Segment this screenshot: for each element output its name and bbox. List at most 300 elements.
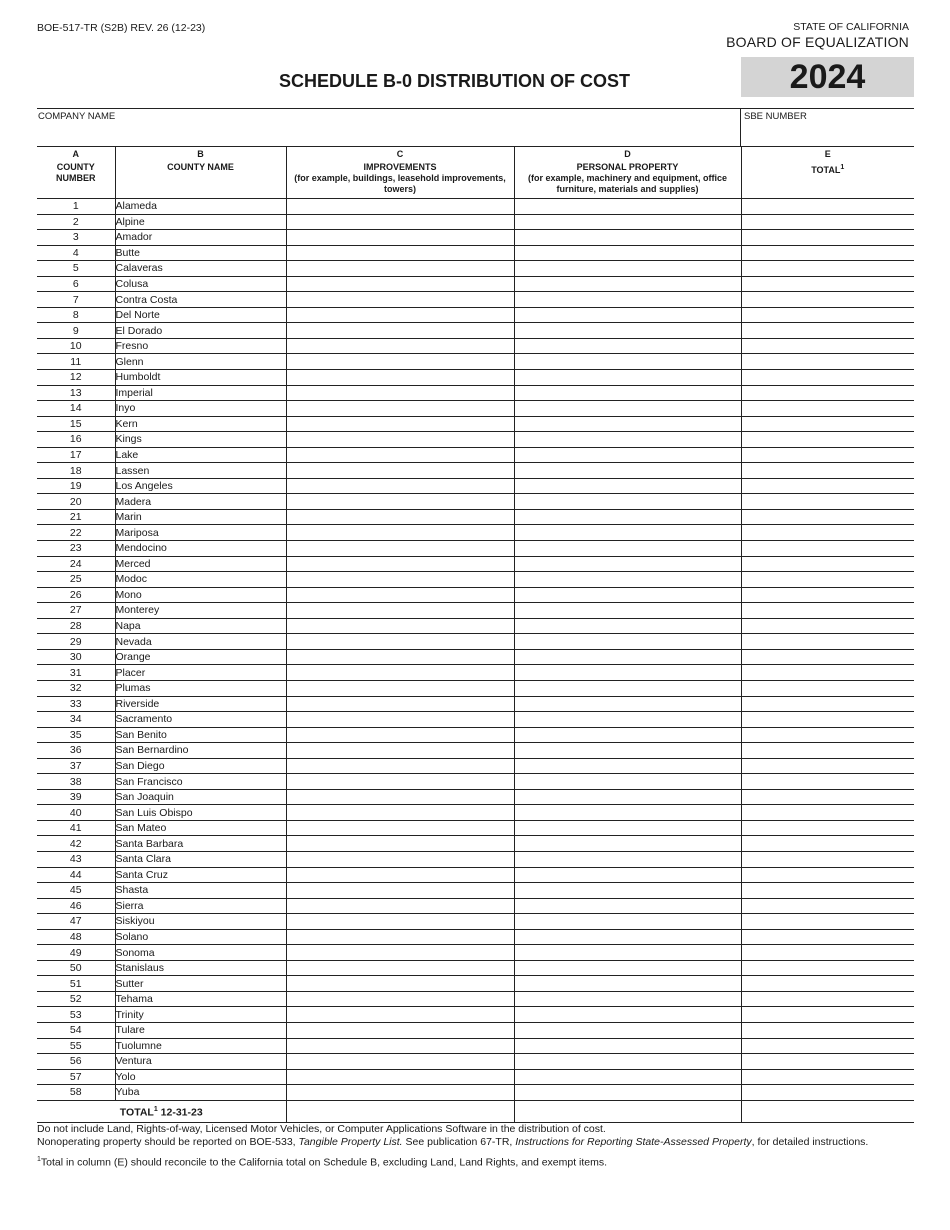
personal-property-input[interactable] — [514, 883, 741, 899]
table-row — [37, 541, 914, 557]
personal-property-input[interactable] — [514, 323, 741, 339]
improvements-input[interactable] — [286, 587, 514, 603]
improvements-input[interactable] — [286, 572, 514, 588]
personal-property-input[interactable] — [514, 525, 741, 541]
total-input[interactable] — [741, 789, 914, 805]
personal-property-input[interactable] — [514, 991, 741, 1007]
personal-property-input[interactable] — [514, 836, 741, 852]
improvements-input[interactable] — [286, 883, 514, 899]
improvements-input[interactable] — [286, 758, 514, 774]
total-input[interactable] — [741, 432, 914, 448]
improvements-input[interactable] — [286, 525, 514, 541]
personal-property-input[interactable] — [514, 867, 741, 883]
table-row — [37, 447, 914, 463]
improvements-input[interactable] — [286, 774, 514, 790]
table-row — [37, 774, 914, 790]
table-row — [37, 292, 914, 308]
personal-property-input[interactable] — [514, 478, 741, 494]
total-input[interactable] — [741, 1054, 914, 1070]
county-number: 13 — [37, 385, 115, 401]
improvements-input[interactable] — [286, 447, 514, 463]
table-row — [37, 1085, 914, 1101]
county-name: Glenn — [115, 354, 286, 370]
personal-property-input[interactable] — [514, 851, 741, 867]
county-number: 52 — [37, 991, 115, 1007]
personal-property-input[interactable] — [514, 292, 741, 308]
total-input[interactable] — [741, 898, 914, 914]
county-name: Kings — [115, 432, 286, 448]
county-name: San Benito — [115, 727, 286, 743]
county-number: 1 — [37, 199, 115, 215]
personal-property-input[interactable] — [514, 385, 741, 401]
year-badge: 2024 — [741, 57, 914, 97]
total-input[interactable] — [741, 214, 914, 230]
county-name: Santa Cruz — [115, 867, 286, 883]
county-name: Inyo — [115, 401, 286, 417]
improvements-input[interactable] — [286, 556, 514, 572]
county-name: Calaveras — [115, 261, 286, 277]
company-name-field[interactable] — [37, 109, 741, 146]
table-row — [37, 572, 914, 588]
improvements-input[interactable] — [286, 432, 514, 448]
county-name: Mono — [115, 587, 286, 603]
total-input[interactable] — [741, 649, 914, 665]
improvements-input[interactable] — [286, 665, 514, 681]
personal-property-input[interactable] — [514, 199, 741, 215]
total-input[interactable] — [741, 572, 914, 588]
personal-property-input[interactable] — [514, 230, 741, 246]
improvements-input[interactable] — [286, 541, 514, 557]
total-input[interactable] — [741, 354, 914, 370]
improvements-input[interactable] — [286, 214, 514, 230]
note-line-1: Do not include Land, Rights-of-way, Licensed Motor Vehicles, or Computer Applications Software in the distribution of cost. — [37, 1123, 606, 1135]
improvements-input[interactable] — [286, 1007, 514, 1023]
improvements-input[interactable] — [286, 354, 514, 370]
total-input[interactable] — [741, 385, 914, 401]
county-number: 40 — [37, 805, 115, 821]
total-label: TOTAL$^1$ 12-31-23 — [37, 1100, 286, 1122]
county-number: 28 — [37, 618, 115, 634]
county-number: 21 — [37, 509, 115, 525]
table-row — [37, 307, 914, 323]
total-input[interactable] — [741, 556, 914, 572]
personal-property-input[interactable] — [514, 665, 741, 681]
county-name: Shasta — [115, 883, 286, 899]
personal-property-input[interactable] — [514, 618, 741, 634]
improvements-input[interactable] — [286, 976, 514, 992]
county-name: El Dorado — [115, 323, 286, 339]
personal-property-input[interactable] — [514, 976, 741, 992]
county-number: 37 — [37, 758, 115, 774]
table-row — [37, 712, 914, 728]
total-input[interactable] — [741, 774, 914, 790]
personal-property-input[interactable] — [514, 416, 741, 432]
total-input[interactable] — [741, 712, 914, 728]
county-name: Stanislaus — [115, 960, 286, 976]
improvements-input[interactable] — [286, 338, 514, 354]
total-input[interactable] — [741, 1022, 914, 1038]
personal-property-input[interactable] — [514, 572, 741, 588]
total-input[interactable] — [741, 929, 914, 945]
county-number: 29 — [37, 634, 115, 650]
total-input[interactable] — [741, 307, 914, 323]
total-input[interactable] — [741, 603, 914, 619]
county-number: 42 — [37, 836, 115, 852]
total-input[interactable] — [741, 618, 914, 634]
table-row — [37, 525, 914, 541]
instructions-notes — [37, 1123, 917, 1149]
improvements-input[interactable] — [286, 820, 514, 836]
table-row — [37, 836, 914, 852]
personal-property-input[interactable] — [514, 898, 741, 914]
total-input[interactable] — [741, 401, 914, 417]
table-row — [37, 214, 914, 230]
county-number: 46 — [37, 898, 115, 914]
personal-property-input[interactable] — [514, 307, 741, 323]
county-number: 43 — [37, 851, 115, 867]
personal-property-input[interactable] — [514, 774, 741, 790]
table-row — [37, 354, 914, 370]
total-input[interactable] — [741, 230, 914, 246]
improvements-input[interactable] — [286, 914, 514, 930]
county-number: 25 — [37, 572, 115, 588]
county-name: Marin — [115, 509, 286, 525]
county-number: 31 — [37, 665, 115, 681]
improvements-input[interactable] — [286, 727, 514, 743]
total-input[interactable] — [741, 758, 914, 774]
personal-property-input[interactable] — [514, 541, 741, 557]
personal-property-input[interactable] — [514, 245, 741, 261]
company-name-label: COMPANY NAME — [38, 111, 116, 122]
county-number: 38 — [37, 774, 115, 790]
county-name: Santa Clara — [115, 851, 286, 867]
improvements-input[interactable] — [286, 867, 514, 883]
county-name: Sutter — [115, 976, 286, 992]
personal-property-input[interactable] — [514, 727, 741, 743]
total-input[interactable] — [741, 727, 914, 743]
table-row — [37, 338, 914, 354]
county-name: Lassen — [115, 463, 286, 479]
improvements-input[interactable] — [286, 245, 514, 261]
personal-property-input[interactable] — [514, 1007, 741, 1023]
county-name: Solano — [115, 929, 286, 945]
county-number: 55 — [37, 1038, 115, 1054]
personal-property-input[interactable] — [514, 712, 741, 728]
total-input[interactable] — [741, 338, 914, 354]
improvements-input[interactable] — [286, 1022, 514, 1038]
county-name: San Bernardino — [115, 743, 286, 759]
total-total-input[interactable] — [741, 1100, 914, 1122]
personal-property-input[interactable] — [514, 354, 741, 370]
table-row — [37, 665, 914, 681]
personal-property-input[interactable] — [514, 214, 741, 230]
total-input[interactable] — [741, 805, 914, 821]
improvements-input[interactable] — [286, 292, 514, 308]
total-input[interactable] — [741, 914, 914, 930]
personal-property-input[interactable] — [514, 1022, 741, 1038]
table-row — [37, 991, 914, 1007]
personal-property-input[interactable] — [514, 680, 741, 696]
table-row — [37, 696, 914, 712]
county-number: 6 — [37, 276, 115, 292]
table-row — [37, 1054, 914, 1070]
improvements-input[interactable] — [286, 478, 514, 494]
improvements-input[interactable] — [286, 836, 514, 852]
personal-property-input[interactable] — [514, 463, 741, 479]
county-number: 24 — [37, 556, 115, 572]
table-row — [37, 603, 914, 619]
table-row — [37, 960, 914, 976]
improvements-input[interactable] — [286, 463, 514, 479]
improvements-input[interactable] — [286, 276, 514, 292]
improvements-input[interactable] — [286, 1085, 514, 1101]
total-input[interactable] — [741, 634, 914, 650]
total-input[interactable] — [741, 960, 914, 976]
improvements-input[interactable] — [286, 230, 514, 246]
improvements-input[interactable] — [286, 1054, 514, 1070]
personal-property-input[interactable] — [514, 338, 741, 354]
total-input[interactable] — [741, 525, 914, 541]
county-name: Yuba — [115, 1085, 286, 1101]
improvements-input[interactable] — [286, 370, 514, 386]
column-b-header: B COUNTY NAME — [115, 147, 286, 199]
personal-property-input[interactable] — [514, 1085, 741, 1101]
county-name: Humboldt — [115, 370, 286, 386]
county-name: San Francisco — [115, 774, 286, 790]
personal-property-input[interactable] — [514, 929, 741, 945]
county-name: San Joaquin — [115, 789, 286, 805]
personal-property-input[interactable] — [514, 603, 741, 619]
table-row — [37, 494, 914, 510]
county-name: Tulare — [115, 1022, 286, 1038]
personal-property-input[interactable] — [514, 649, 741, 665]
improvements-input[interactable] — [286, 851, 514, 867]
county-number: 20 — [37, 494, 115, 510]
improvements-input[interactable] — [286, 789, 514, 805]
county-name: Fresno — [115, 338, 286, 354]
total-input[interactable] — [741, 945, 914, 961]
improvements-input[interactable] — [286, 509, 514, 525]
total-input[interactable] — [741, 292, 914, 308]
total-input[interactable] — [741, 276, 914, 292]
improvements-input[interactable] — [286, 805, 514, 821]
personal-property-input[interactable] — [514, 789, 741, 805]
county-name: Merced — [115, 556, 286, 572]
total-input[interactable] — [741, 836, 914, 852]
county-number: 34 — [37, 712, 115, 728]
personal-property-input[interactable] — [514, 743, 741, 759]
table-row — [37, 851, 914, 867]
table-row — [37, 587, 914, 603]
county-number: 33 — [37, 696, 115, 712]
table-row — [37, 898, 914, 914]
county-number: 57 — [37, 1069, 115, 1085]
improvements-input[interactable] — [286, 945, 514, 961]
county-number: 10 — [37, 338, 115, 354]
county-number: 51 — [37, 976, 115, 992]
improvements-input[interactable] — [286, 680, 514, 696]
identification-row — [37, 108, 914, 146]
table-row — [37, 820, 914, 836]
improvements-input[interactable] — [286, 649, 514, 665]
county-number: 18 — [37, 463, 115, 479]
county-number: 17 — [37, 447, 115, 463]
total-improvements-input[interactable] — [286, 1100, 514, 1122]
improvements-input[interactable] — [286, 494, 514, 510]
county-number: 54 — [37, 1022, 115, 1038]
personal-property-input[interactable] — [514, 276, 741, 292]
total-input[interactable] — [741, 680, 914, 696]
personal-property-input[interactable] — [514, 945, 741, 961]
county-number: 4 — [37, 245, 115, 261]
total-input[interactable] — [741, 851, 914, 867]
total-input[interactable] — [741, 696, 914, 712]
total-input[interactable] — [741, 883, 914, 899]
total-input[interactable] — [741, 587, 914, 603]
improvements-input[interactable] — [286, 618, 514, 634]
table-row — [37, 1069, 914, 1085]
total-input[interactable] — [741, 447, 914, 463]
county-number: 58 — [37, 1085, 115, 1101]
county-name: Trinity — [115, 1007, 286, 1023]
county-number: 16 — [37, 432, 115, 448]
total-input[interactable] — [741, 494, 914, 510]
total-input[interactable] — [741, 199, 914, 215]
column-c-header: C IMPROVEMENTS (for example, buildings, leasehold improvements, towers) — [286, 147, 514, 199]
county-number: 3 — [37, 230, 115, 246]
total-input[interactable] — [741, 976, 914, 992]
county-number: 39 — [37, 789, 115, 805]
improvements-input[interactable] — [286, 634, 514, 650]
county-number: 5 — [37, 261, 115, 277]
total-input[interactable] — [741, 1007, 914, 1023]
total-input[interactable] — [741, 820, 914, 836]
county-name: Santa Barbara — [115, 836, 286, 852]
personal-property-input[interactable] — [514, 587, 741, 603]
table-row — [37, 370, 914, 386]
improvements-input[interactable] — [286, 991, 514, 1007]
table-row — [37, 401, 914, 417]
total-input[interactable] — [741, 478, 914, 494]
personal-property-input[interactable] — [514, 432, 741, 448]
personal-property-input[interactable] — [514, 494, 741, 510]
table-row — [37, 463, 914, 479]
improvements-input[interactable] — [286, 929, 514, 945]
table-row — [37, 914, 914, 930]
personal-property-input[interactable] — [514, 1069, 741, 1085]
table-header-row — [37, 147, 914, 199]
improvements-input[interactable] — [286, 385, 514, 401]
table-row — [37, 1038, 914, 1054]
table-row — [37, 758, 914, 774]
total-input[interactable] — [741, 1069, 914, 1085]
county-name: Modoc — [115, 572, 286, 588]
county-name: San Luis Obispo — [115, 805, 286, 821]
total-input[interactable] — [741, 261, 914, 277]
table-row — [37, 945, 914, 961]
total-personal-property-input[interactable] — [514, 1100, 741, 1122]
total-input[interactable] — [741, 370, 914, 386]
county-name: Mariposa — [115, 525, 286, 541]
total-input[interactable] — [741, 1085, 914, 1101]
county-name: Yolo — [115, 1069, 286, 1085]
column-a-header: A COUNTY NUMBER — [37, 147, 115, 199]
improvements-input[interactable] — [286, 416, 514, 432]
personal-property-input[interactable] — [514, 960, 741, 976]
sbe-number-field[interactable] — [741, 109, 914, 146]
county-number: 49 — [37, 945, 115, 961]
sbe-number-label: SBE NUMBER — [744, 111, 807, 122]
improvements-input[interactable] — [286, 261, 514, 277]
improvements-input[interactable] — [286, 199, 514, 215]
table-row — [37, 867, 914, 883]
improvements-input[interactable] — [286, 603, 514, 619]
personal-property-input[interactable] — [514, 509, 741, 525]
personal-property-input[interactable] — [514, 758, 741, 774]
county-number: 44 — [37, 867, 115, 883]
county-name: Ventura — [115, 1054, 286, 1070]
table-row — [37, 261, 914, 277]
improvements-input[interactable] — [286, 1038, 514, 1054]
total-input[interactable] — [741, 867, 914, 883]
improvements-input[interactable] — [286, 712, 514, 728]
table-row — [37, 618, 914, 634]
personal-property-input[interactable] — [514, 696, 741, 712]
county-number: 53 — [37, 1007, 115, 1023]
total-input[interactable] — [741, 991, 914, 1007]
improvements-input[interactable] — [286, 323, 514, 339]
county-number: 50 — [37, 960, 115, 976]
improvements-input[interactable] — [286, 960, 514, 976]
total-input[interactable] — [741, 541, 914, 557]
total-input[interactable] — [741, 245, 914, 261]
total-input[interactable] — [741, 743, 914, 759]
total-input[interactable] — [741, 416, 914, 432]
improvements-input[interactable] — [286, 401, 514, 417]
personal-property-input[interactable] — [514, 634, 741, 650]
total-input[interactable] — [741, 509, 914, 525]
personal-property-input[interactable] — [514, 370, 741, 386]
personal-property-input[interactable] — [514, 820, 741, 836]
improvements-input[interactable] — [286, 307, 514, 323]
table-row — [37, 230, 914, 246]
improvements-input[interactable] — [286, 696, 514, 712]
county-number: 22 — [37, 525, 115, 541]
improvements-input[interactable] — [286, 898, 514, 914]
personal-property-input[interactable] — [514, 805, 741, 821]
personal-property-input[interactable] — [514, 1038, 741, 1054]
personal-property-input[interactable] — [514, 261, 741, 277]
county-name: Lake — [115, 447, 286, 463]
county-name: Plumas — [115, 680, 286, 696]
personal-property-input[interactable] — [514, 1054, 741, 1070]
total-input[interactable] — [741, 1038, 914, 1054]
personal-property-input[interactable] — [514, 447, 741, 463]
county-number: 47 — [37, 914, 115, 930]
personal-property-input[interactable] — [514, 401, 741, 417]
footnote: $^1$Total in column (E) should reconcile to the California total on Schedule B, excluding Land, Land Rights, and exempt items. — [37, 1156, 608, 1169]
total-input[interactable] — [741, 323, 914, 339]
personal-property-input[interactable] — [514, 556, 741, 572]
improvements-input[interactable] — [286, 743, 514, 759]
table-row — [37, 976, 914, 992]
table-row — [37, 416, 914, 432]
form-id: BOE-517-TR (S2B) REV. 26 (12-23) — [37, 22, 206, 34]
improvements-input[interactable] — [286, 1069, 514, 1085]
personal-property-input[interactable] — [514, 914, 741, 930]
total-input[interactable] — [741, 463, 914, 479]
total-input[interactable] — [741, 665, 914, 681]
